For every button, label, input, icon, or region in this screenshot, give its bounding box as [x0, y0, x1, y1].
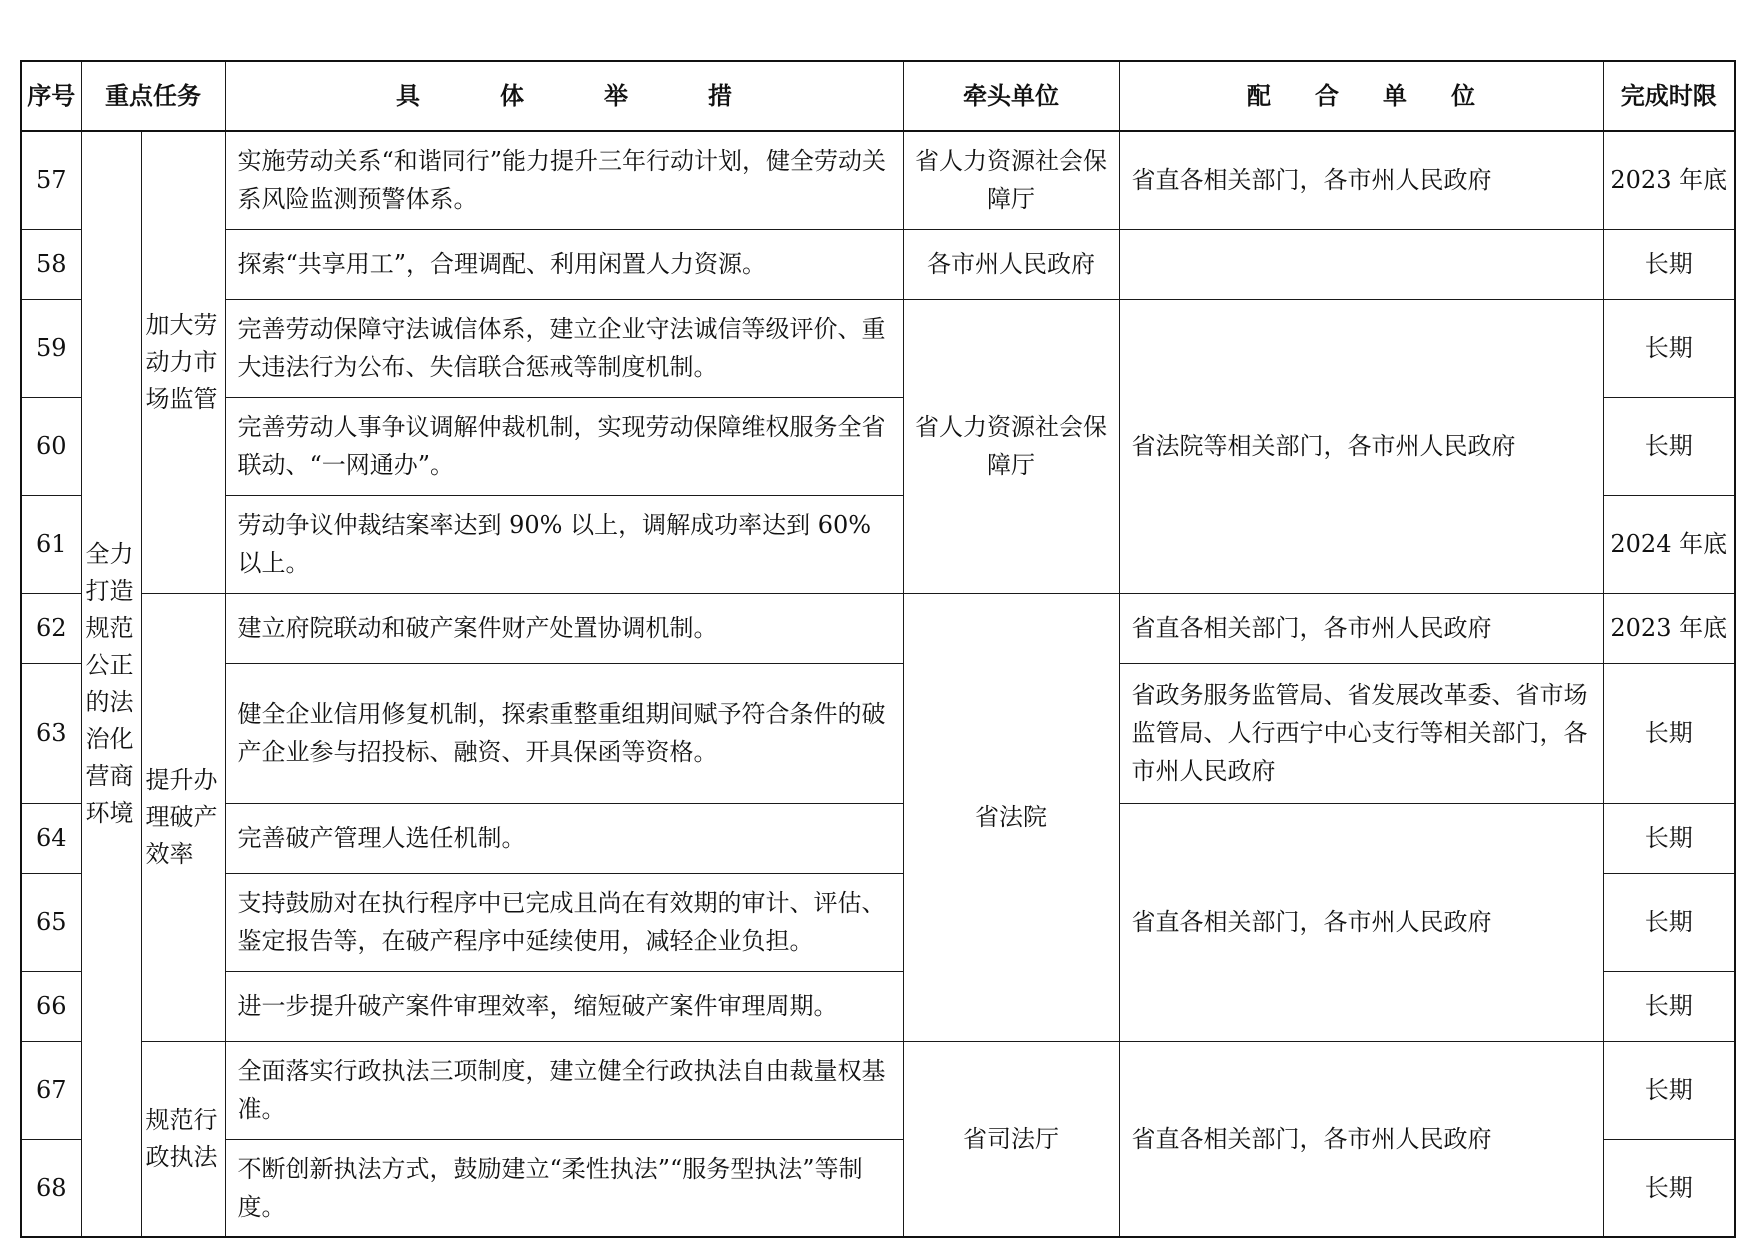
row-number: 57: [21, 131, 81, 229]
lead-unit-cell: 省法院: [903, 593, 1119, 1041]
row-number: 62: [21, 593, 81, 663]
sub-task-enforcement: 规范行政执法: [141, 1041, 225, 1237]
row-number: 59: [21, 299, 81, 397]
row-number: 61: [21, 495, 81, 593]
header-task: 重点任务: [81, 61, 225, 131]
deadline-cell: 长期: [1603, 229, 1735, 299]
deadline-cell: 长期: [1603, 397, 1735, 495]
table-row: [21, 229, 1735, 299]
row-number: 67: [21, 1041, 81, 1139]
measure-cell: 全面落实行政执法三项制度，建立健全行政执法自由裁量权基准。: [225, 1041, 903, 1139]
coop-unit-cell: [1119, 229, 1603, 299]
header-measure-text: 具体举措: [396, 82, 812, 110]
deadline-cell: 长期: [1603, 1041, 1735, 1139]
header-coop: [1119, 61, 1603, 131]
lead-unit-cell: 省人力资源社会保障厅: [903, 131, 1119, 229]
row-number: 66: [21, 971, 81, 1041]
row-number: 58: [21, 229, 81, 299]
table-row: [21, 593, 1735, 663]
lead-unit-cell: 省人力资源社会保障厅: [903, 299, 1119, 593]
sub-task-bankruptcy: 提升办理破产效率: [141, 593, 225, 1041]
header-lead: 牵头单位: [903, 61, 1119, 131]
table-row: [21, 663, 1735, 803]
coop-unit-cell: 省法院等相关部门，各市州人民政府: [1119, 299, 1603, 593]
row-number: 65: [21, 873, 81, 971]
measure-cell: 不断创新执法方式，鼓励建立“柔性执法”“服务型执法”等制度。: [225, 1139, 903, 1237]
measure-cell: 劳动争议仲裁结案率达到 90% 以上，调解成功率达到 60% 以上。: [225, 495, 903, 593]
measure-cell: 实施劳动关系“和谐同行”能力提升三年行动计划，健全劳动关系风险监测预警体系。: [225, 131, 903, 229]
measure-cell: 建立府院联动和破产案件财产处置协调机制。: [225, 593, 903, 663]
coop-unit-cell: 省政务服务监管局、省发展改革委、省市场监管局、人行西宁中心支行等相关部门，各市州人民政府: [1119, 663, 1603, 803]
task-table: [20, 60, 1736, 1238]
row-number: 68: [21, 1139, 81, 1237]
table-row: [21, 1041, 1735, 1139]
table-row: [21, 803, 1735, 873]
deadline-cell: 长期: [1603, 971, 1735, 1041]
sub-task-labor: 加大劳动力市场监管: [141, 131, 225, 593]
task-table-container: [20, 60, 1734, 1238]
row-number: 64: [21, 803, 81, 873]
measure-cell: 完善破产管理人选任机制。: [225, 803, 903, 873]
measure-cell: 健全企业信用修复机制，探索重整重组期间赋予符合条件的破产企业参与招投标、融资、开具保函等资格。: [225, 663, 903, 803]
coop-unit-cell: 省直各相关部门，各市州人民政府: [1119, 803, 1603, 1041]
header-row: [21, 61, 1735, 131]
header-measure: [225, 61, 903, 131]
lead-unit-cell: 各市州人民政府: [903, 229, 1119, 299]
coop-unit-cell: 省直各相关部门，各市州人民政府: [1119, 1041, 1603, 1237]
measure-cell: 探索“共享用工”，合理调配、利用闲置人力资源。: [225, 229, 903, 299]
main-task-cell: 全力打造规范公正的法治化营商环境: [81, 131, 141, 1237]
header-coop-text: 配合单位: [1247, 82, 1519, 110]
lead-unit-cell: 省司法厅: [903, 1041, 1119, 1237]
measure-cell: 完善劳动保障守法诚信体系，建立企业守法诚信等级评价、重大违法行为公布、失信联合惩戒等制度机制。: [225, 299, 903, 397]
table-row: [21, 299, 1735, 397]
deadline-cell: 长期: [1603, 873, 1735, 971]
measure-cell: 完善劳动人事争议调解仲裁机制，实现劳动保障维权服务全省联动、“一网通办”。: [225, 397, 903, 495]
deadline-cell: 长期: [1603, 803, 1735, 873]
deadline-cell: 2023 年底: [1603, 131, 1735, 229]
coop-unit-cell: 省直各相关部门，各市州人民政府: [1119, 131, 1603, 229]
row-number: 60: [21, 397, 81, 495]
deadline-cell: 长期: [1603, 663, 1735, 803]
coop-unit-cell: 省直各相关部门，各市州人民政府: [1119, 593, 1603, 663]
header-no: 序号: [21, 61, 81, 131]
row-number: 63: [21, 663, 81, 803]
header-deadline: 完成时限: [1603, 61, 1735, 131]
deadline-cell: 长期: [1603, 1139, 1735, 1237]
deadline-cell: 2024 年底: [1603, 495, 1735, 593]
measure-cell: 进一步提升破产案件审理效率，缩短破产案件审理周期。: [225, 971, 903, 1041]
measure-cell: 支持鼓励对在执行程序中已完成且尚在有效期的审计、评估、鉴定报告等，在破产程序中延续使用，减轻企业负担。: [225, 873, 903, 971]
deadline-cell: 2023 年底: [1603, 593, 1735, 663]
deadline-cell: 长期: [1603, 299, 1735, 397]
table-row: [21, 131, 1735, 229]
